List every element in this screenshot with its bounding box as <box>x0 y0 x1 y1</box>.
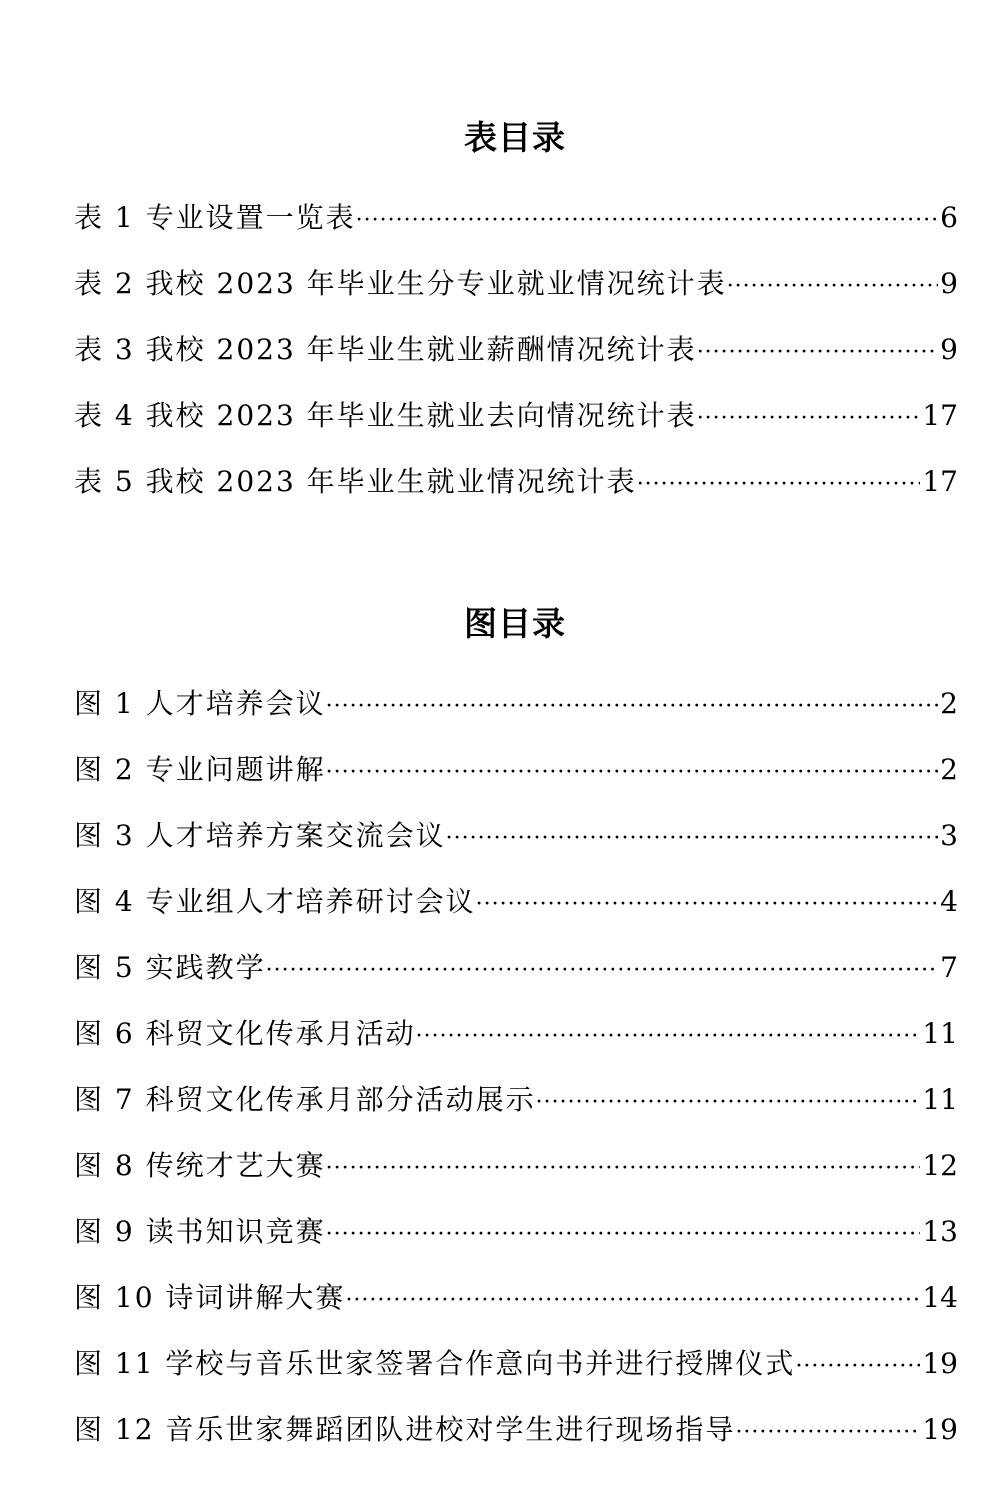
toc-entry[interactable] <box>74 196 958 262</box>
toc-page-number: 11 <box>922 1083 958 1116</box>
toc-page-number: 2 <box>940 687 958 720</box>
toc-dot-leader <box>735 1411 920 1455</box>
tables-toc-title: 表目录 <box>464 118 566 157</box>
toc-page-number: 19 <box>922 1347 958 1380</box>
toc-entry-label: 图 4 专业组人才培养研讨会议 <box>74 885 476 918</box>
figures-toc-list <box>74 682 958 1474</box>
toc-page-number: 11 <box>922 1017 958 1050</box>
toc-dot-leader <box>326 751 939 795</box>
toc-entry-label: 表 5 我校 2023 年毕业生就业情况统计表 <box>74 465 637 498</box>
toc-dot-leader <box>795 1345 920 1389</box>
toc-page-number: 7 <box>940 951 958 984</box>
toc-entry-label: 图 11 学校与音乐世家签署合作意向书并进行授牌仪式 <box>74 1347 796 1380</box>
tables-toc-list <box>74 196 958 526</box>
toc-entry-label: 表 4 我校 2023 年毕业生就业去向情况统计表 <box>74 399 697 432</box>
toc-dot-leader <box>697 331 938 375</box>
toc-entry[interactable] <box>74 814 958 880</box>
toc-page-number: 17 <box>922 399 958 432</box>
toc-page-number: 14 <box>922 1281 958 1314</box>
toc-entry-label: 表 2 我校 2023 年毕业生分专业就业情况统计表 <box>74 267 727 300</box>
toc-entry-label: 图 6 科贸文化传承月活动 <box>74 1017 416 1050</box>
toc-entry-label: 图 9 读书知识竞赛 <box>74 1215 326 1248</box>
toc-entry[interactable] <box>74 394 958 460</box>
toc-dot-leader <box>326 1147 921 1191</box>
toc-entry[interactable] <box>74 460 958 526</box>
toc-dot-leader <box>536 1081 921 1125</box>
toc-dot-leader <box>326 1213 921 1257</box>
toc-entry-label: 图 10 诗词讲解大赛 <box>74 1281 346 1314</box>
toc-page-number: 17 <box>922 465 958 498</box>
toc-entry[interactable] <box>74 1342 958 1408</box>
toc-dot-leader <box>326 685 939 729</box>
toc-dot-leader <box>416 1015 921 1059</box>
toc-entry[interactable] <box>74 1144 958 1210</box>
toc-dot-leader <box>637 463 921 507</box>
toc-dot-leader <box>727 265 938 309</box>
toc-dot-leader <box>446 817 939 861</box>
toc-entry[interactable] <box>74 748 958 814</box>
toc-entry[interactable] <box>74 946 958 1012</box>
toc-page-number: 19 <box>922 1413 958 1446</box>
toc-entry-label: 图 7 科贸文化传承月部分活动展示 <box>74 1083 536 1116</box>
toc-page-number: 6 <box>940 201 958 234</box>
toc-entry[interactable] <box>74 1408 958 1474</box>
toc-entry[interactable] <box>74 328 958 394</box>
toc-entry-label: 图 3 人才培养方案交流会议 <box>74 819 446 852</box>
toc-dot-leader <box>266 949 939 993</box>
toc-entry[interactable] <box>74 682 958 748</box>
toc-page-number: 4 <box>940 885 958 918</box>
toc-dot-leader <box>356 199 939 243</box>
figures-toc-title: 图目录 <box>464 604 566 643</box>
toc-entry-label: 图 2 专业问题讲解 <box>74 753 326 786</box>
toc-entry-label: 图 8 传统才艺大赛 <box>74 1149 326 1182</box>
toc-entry[interactable] <box>74 1012 958 1078</box>
toc-entry-label: 图 1 人才培养会议 <box>74 687 326 720</box>
toc-dot-leader <box>476 883 939 927</box>
toc-entry[interactable] <box>74 1078 958 1144</box>
toc-entry-label: 表 1 专业设置一览表 <box>74 201 356 234</box>
toc-entry[interactable] <box>74 880 958 946</box>
toc-entry[interactable] <box>74 1210 958 1276</box>
toc-entry[interactable] <box>74 1276 958 1342</box>
toc-entry-label: 图 5 实践教学 <box>74 951 266 984</box>
toc-entry-label: 表 3 我校 2023 年毕业生就业薪酬情况统计表 <box>74 333 697 366</box>
toc-page-number: 9 <box>940 333 958 366</box>
toc-page-number: 2 <box>940 753 958 786</box>
toc-page-number: 13 <box>922 1215 958 1248</box>
toc-entry[interactable] <box>74 262 958 328</box>
toc-page-number: 9 <box>940 267 958 300</box>
toc-dot-leader <box>697 397 921 441</box>
toc-entry-label: 图 12 音乐世家舞蹈团队进校对学生进行现场指导 <box>74 1413 736 1446</box>
toc-dot-leader <box>345 1279 920 1323</box>
toc-page-number: 12 <box>922 1149 958 1182</box>
toc-page-number: 3 <box>940 819 958 852</box>
